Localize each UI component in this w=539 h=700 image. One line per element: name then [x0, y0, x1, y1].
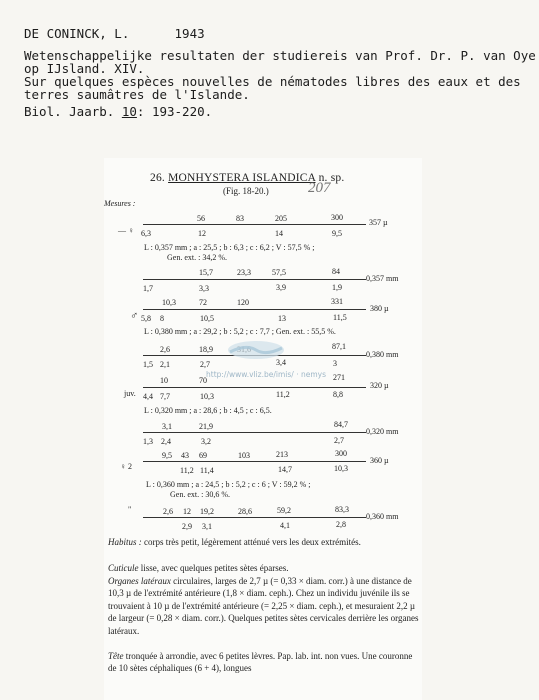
f2-total: 360 µ: [370, 456, 389, 465]
f1-rule: [143, 224, 366, 225]
jb-bot-1: 2,4: [161, 437, 171, 446]
citation: [24, 104, 212, 119]
j-ratios: L : 0,320 mm ; a : 28,6 ; b : 4,5 ; c : 6,5.: [144, 406, 272, 415]
f1b-rule: [143, 279, 366, 280]
watermark-url: http://www.vliz.be/imis/ · nemys: [206, 370, 326, 379]
f1-ratios: L : 0,357 mm ; a : 25,5 ; b : 6,3 ; c : 6,2 ; V : 57,5 % ;: [144, 243, 315, 252]
j-bot-0: 4,4: [143, 392, 153, 401]
f1-top-3: 300: [331, 213, 343, 222]
f2-top-0: 9,5: [162, 451, 172, 460]
m-bot-1: 8: [160, 314, 164, 323]
mb-bot-1: 2,1: [160, 360, 170, 369]
m-bot-3: 13: [278, 314, 286, 323]
cuticule-paragraph: [108, 562, 420, 574]
m-top-3: 331: [331, 297, 343, 306]
f2b-top-3: 28,6: [238, 507, 252, 516]
mb-bot-3: 3,4: [276, 358, 286, 367]
f2-top-1: 43: [181, 451, 189, 460]
mb-top-1: 18,9: [199, 345, 213, 354]
f2b-top-5: 83,3: [335, 505, 349, 514]
habitus-paragraph: [108, 536, 420, 548]
m-top-1: 72: [199, 298, 207, 307]
f1b-total: 0,357 mm: [366, 274, 399, 283]
article-title-cont: terres saumâtres de l'Islande.: [24, 87, 250, 102]
cuticule-heading: Cuticule: [108, 563, 139, 573]
organes-paragraph: [108, 575, 420, 637]
f2b-dash: ": [128, 505, 132, 514]
vliz-logo-watermark: [226, 338, 286, 362]
juv-symbol: juv.: [124, 389, 136, 398]
f1b-top-1: 23,3: [237, 268, 251, 277]
cuticule-text: lisse, avec quelques petites sètes éparses.: [138, 563, 289, 573]
organes-heading: Organes latéraux: [108, 576, 171, 586]
f2-rule: [143, 461, 366, 462]
j-top-1: 70: [199, 376, 207, 385]
f1b-bot-1: 3,3: [199, 284, 209, 293]
f2-top-3: 103: [238, 451, 250, 460]
f2b-top-4: 59,2: [277, 506, 291, 515]
f1-bot-1: 12: [198, 229, 206, 238]
citation-volume: 10: [121, 104, 137, 119]
f1-bot-0: 6,3: [141, 229, 151, 238]
j-bot-4: 8,8: [333, 390, 343, 399]
f2b-top-1: 12: [183, 507, 191, 516]
jb-rule: [143, 432, 366, 433]
f1-genext: Gen. ext. : 34,2 %.: [167, 253, 227, 262]
mb-bot-2: 2,7: [200, 360, 210, 369]
f2-genext: Gen. ext. : 30,6 %.: [170, 490, 230, 499]
series-title: Wetenschappelijke resultaten der studiereis van Prof. Dr. P. van Oye: [24, 48, 536, 63]
f2b-top-2: 19,2: [200, 507, 214, 516]
f1-top-0: 56: [197, 214, 205, 223]
m-bot-2: 10,5: [200, 314, 214, 323]
jb-top-2: 84,7: [334, 420, 348, 429]
m-total: 380 µ: [370, 304, 389, 313]
species-status: n. sp.: [315, 172, 345, 184]
species-number: 26.: [150, 172, 169, 184]
citation-journal: Biol. Jaarb.: [24, 104, 122, 119]
f1b-bot-0: 1,7: [143, 284, 153, 293]
f2-bot-0: 11,2: [180, 466, 194, 475]
female1-symbol: — ♀: [118, 226, 134, 235]
f2b-bot-0: 2,9: [182, 522, 192, 531]
f1b-top-0: 15,7: [199, 268, 213, 277]
f2b-bot-3: 2,8: [336, 520, 346, 529]
f2b-rule: [143, 517, 366, 518]
f2-top-2: 69: [199, 451, 207, 460]
tete-paragraph: [108, 650, 420, 675]
j-rule: [143, 387, 366, 388]
f1-top-2: 205: [275, 214, 287, 223]
f1b-top-3: 84: [332, 267, 340, 276]
j-top-0: 10: [160, 376, 168, 385]
habitus-text: corps très petit, légèrement atténué vers les deux extrémités.: [141, 537, 361, 547]
f2-top-5: 300: [335, 449, 347, 458]
f2b-total: 0,360 mm: [366, 512, 399, 521]
habitus-heading: Habitus :: [108, 537, 142, 547]
f2b-top-0: 2,6: [163, 507, 173, 516]
female2-symbol: ♀ 2: [120, 462, 132, 471]
j-bot-2: 10,3: [200, 392, 214, 401]
f1-bot-3: 9,5: [332, 229, 342, 238]
m-top-0: 10,3: [162, 298, 176, 307]
f2-bot-1: 11,4: [200, 466, 214, 475]
f1b-bot-2: 3,9: [276, 283, 286, 292]
organes-text: circulaires, larges de 2,7 µ (= 0,33 × diam. corr.) à une distance de 10,3 µ de l'extrémité antérieure (1,8 × diam. ceph.). Chez un individu juvénile ils se trouvaient à 10 µ de l'extrémité antérieure (= 2,25 × diam. ceph.), et mesuraient 2,2 µ de largeur (= 0,28 × diam. corr.). Quelques petites sètes cervicales derrière les organes latéraux.: [108, 576, 419, 636]
species-name: MONHYSTERA ISLANDICA: [168, 172, 316, 184]
jb-total: 0,320 mm: [366, 427, 399, 436]
jb-top-1: 21,9: [199, 422, 213, 431]
f2b-bot-2: 4,1: [280, 521, 290, 530]
series-title-cont: op IJsland. XIV.: [24, 61, 145, 76]
f2-ratios: L : 0,360 mm ; a : 24,5 ; b : 5,2 ; c : 6 ; V : 59,2 % ;: [146, 480, 311, 489]
tete-text: tronquée à arrondie, avec 6 petites lèvres. Pap. lab. int. non vues. Une couronne de 10 sètes céphaliques (6 + 4), longues: [108, 651, 413, 674]
j-bot-1: 7,7: [160, 392, 170, 401]
article-title: Sur quelques espèces nouvelles de nématodes libres des eaux et des: [24, 74, 521, 89]
m-ratios: L : 0,380 mm ; a : 29,2 ; b : 5,2 ; c : 7,7 ; Gen. ext. : 55,5 %.: [144, 327, 336, 336]
mb-bot-4: 3: [333, 359, 337, 368]
jb-bot-2: 3,2: [201, 437, 211, 446]
tete-heading: Tête: [108, 651, 124, 661]
mb-top-3: 87,1: [332, 342, 346, 351]
figure-reference: (Fig. 18-20.): [223, 186, 269, 196]
j-bot-3: 11,2: [276, 390, 290, 399]
jb-bot-0: 1,3: [143, 437, 153, 446]
f1b-top-2: 57,5: [272, 268, 286, 277]
m-bot-4: 11,5: [333, 313, 347, 322]
author-year: DE CONINCK, L. 1943: [24, 26, 205, 41]
f2-top-4: 213: [276, 450, 288, 459]
f1-bot-2: 14: [275, 229, 283, 238]
f2b-bot-1: 3,1: [202, 522, 212, 531]
m-top-2: 120: [237, 298, 249, 307]
citation-pages: : 193-220.: [136, 104, 213, 119]
mb-bot-0: 1,5: [143, 360, 153, 369]
f1b-bot-3: 1,9: [332, 283, 342, 292]
f2-bot-2: 14,7: [278, 465, 292, 474]
m-bot-0: 5,8: [141, 314, 151, 323]
jb-top-0: 3,1: [162, 422, 172, 431]
handwritten-page-number: 207: [308, 180, 331, 196]
m-rule: [143, 309, 366, 310]
j-total: 320 µ: [370, 381, 389, 390]
mesures-label: Mesures :: [104, 199, 136, 208]
jb-bot-3: 2,7: [334, 436, 344, 445]
mb-total: 0,380 mm: [366, 350, 399, 359]
f2-bot-3: 10,3: [334, 464, 348, 473]
f1-total: 357 µ: [369, 218, 388, 227]
mb-top-0: 2,6: [160, 345, 170, 354]
f1-top-1: 83: [236, 214, 244, 223]
j-top-2: 271: [333, 373, 345, 382]
male-symbol: ♂: [130, 310, 139, 322]
